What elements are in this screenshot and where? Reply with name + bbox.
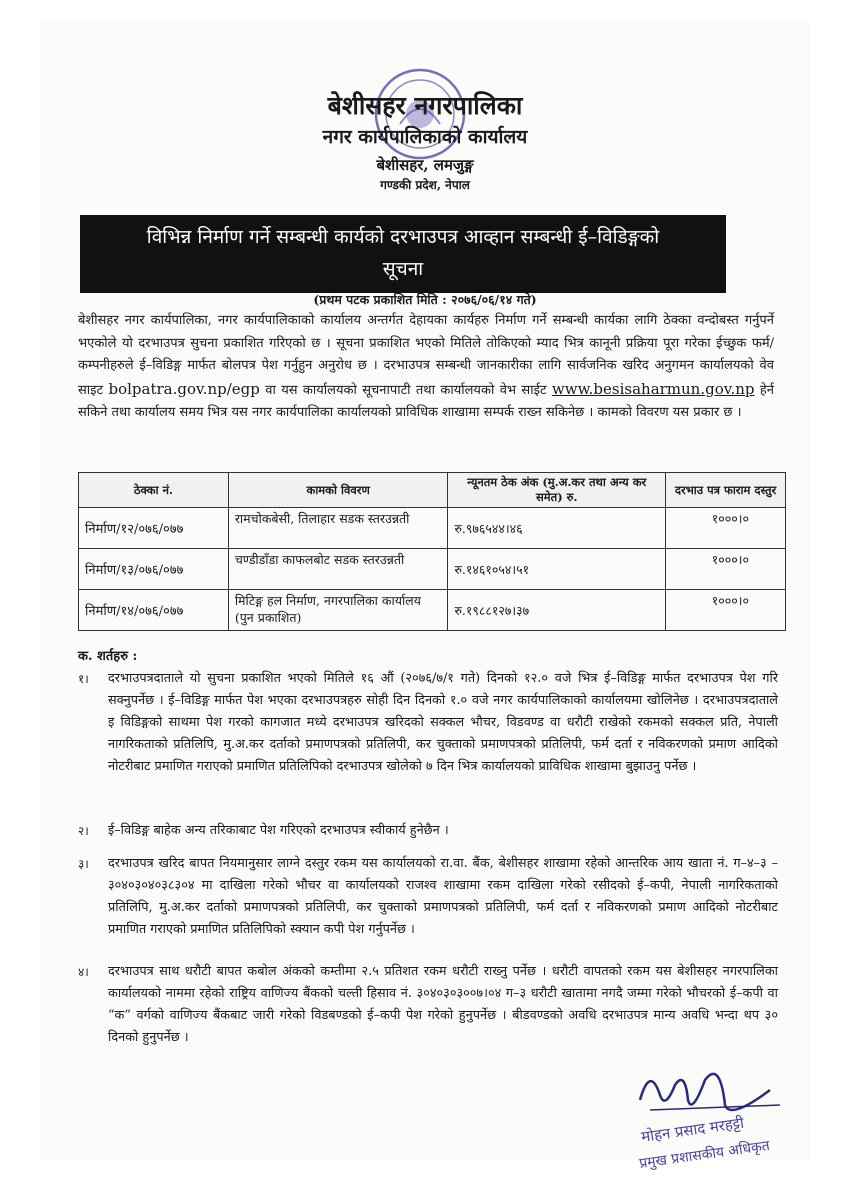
office-province: गण्डकी प्रदेश, नेपाल (380, 178, 470, 192)
condition-text: दरभाउपत्र साथ धरौटी बापत कबोल अंकको कम्तीमा २.५ प्रतिशत रकम धरौटी राख्नु पर्नेछ । धरौटी वापतको रकम यस बेशीसहर नगरपालिका कार्यालयको नाममा रहेको राष्ट्रिय वाणिज्य बैंकको चल्ती हिसाव नं. ३०४०३०३००७।०४ ग–३ धरौटी खातामा नगदै जम्मा गरेको भौचरको ई–कपी वा “क” वर्गको वाणिज्य बैंकबाट जारी गरेको विडबण्डको ई–कपी पेश गरेको हुनुपर्नेछ । बीडवण्डको अवधि दरभाउपत्र मान्य अवधि भन्दा थप ३० दिनको हुनुपर्नेछ । (108, 964, 778, 1045)
work-description: मिटिङ्ग हल निर्माण, नगरपालिका कार्यालय (पुन प्रकाशित) (228, 590, 448, 631)
table-row (79, 508, 786, 549)
condition-number: २। (78, 824, 89, 838)
intro-text-a: बेशीसहर नगर कार्यपालिका, नगर कार्यपालिकाको कार्यालय अन्तर्गत देहायका कार्यहरु निर्माण गर्ने सम्बन्धी कार्यका लागि ठेक्का वन्दोबस्त गर्नुपर्ने भएकोले यो दरभाउपत्र सुचना प्रकाशित गरिएको छ । सूचना प्रकाशित भएको मितिले तोकिएको म्याद भित्र कानूनी प्रक्रिया पूरा गरेका ईच्छुक फर्म/कम्पनीहरुले ई–विडिङ्ग मार्फत बोलपत्र पेश गर्नुहुन अनुरोध छ । दरभाउपत्र सम्बन्धी जानकारीका लागि सार्वजनिक खरिद अनुगमन कार्यालयको वेव साइट (78, 313, 774, 398)
contract-no: निर्माण/१२/०७६/०७७ (79, 508, 229, 549)
condition-text: ई–विडिङ्ग बाहेक अन्य तरिकाबाट पेश गरिएको दरभाउपत्र स्वीकार्य हुनेछैन । (108, 823, 449, 838)
contract-no: निर्माण/१४/०७६/०७७ (79, 590, 229, 631)
municipality-name: बेशीसहर नगरपालिका (327, 91, 523, 120)
header-work-description: कामको विवरण (228, 473, 448, 508)
condition-number: १। (78, 672, 89, 686)
condition-number: ३। (78, 857, 89, 871)
min-amount: रु.९७६५४४।४६ (448, 508, 666, 549)
signature-title-text: प्रमुख प्रशासकीय अधिकृत (638, 1137, 771, 1172)
condition-item (78, 853, 778, 941)
condition-number: ४। (78, 965, 89, 979)
header-form-fee: दरभाउ पत्र फाराम दस्तुर (666, 473, 786, 508)
condition-item (78, 820, 778, 842)
notice-title-line-1: विभिन्न निर्माण गर्ने सम्बन्धी कार्यको दरभाउपत्र आव्हान सम्बन्धी ई–विडिङ्गको (146, 226, 660, 248)
condition-item (78, 961, 778, 1049)
form-fee: १०००।० (666, 549, 786, 590)
intro-paragraph (78, 310, 774, 425)
table-header-row (79, 473, 786, 508)
officer-signature (630, 1060, 800, 1180)
work-description: चण्डीडाँडा काफलबोट सडक स्तरउन्नती (228, 549, 448, 590)
work-description: रामचोकबेसी, तिलाहार सडक स्तरउन्नती (228, 508, 448, 549)
conditions-heading: क. शर्तहरु : (78, 649, 138, 664)
notice-page (40, 20, 810, 1172)
letterhead (40, 90, 810, 194)
signature-name-text: मोहन प्रसाद मरहट्टी (640, 1113, 746, 1146)
office-name: नगर कार्यपालिकाको कार्यालय (322, 126, 528, 148)
municipality-website-link[interactable]: www.besisaharmun.gov.np (551, 379, 755, 398)
table-row (79, 549, 786, 590)
works-table (78, 472, 786, 631)
intro-text-c: हेर्न सकिने तथा कार्यालय समय भित्र यस नगर कार्यपालिका कार्यालयको प्राविधिक शाखामा सम्पर्क राख्न सकिनेछ । कामको विवरण यस प्रकार छ । (78, 382, 774, 420)
condition-text: दरभाउपत्र खरिद बापत नियमानुसार लाग्ने दस्तुर रकम यस कार्यालयको रा.वा. बैंक, बेशीसहर शाखामा रहेको आन्तरिक आय खाता नं. ग–४–३ – ३०४०३०४०३८३०४ मा दाखिला गरेको भौचर वा कार्यालयको राजश्व शाखामा रकम दाखिला गरेको रसीदको ई–कपी, नेपाली नागरिकताको प्रतिलिपि, मु.अ.कर दर्ताको प्रमाणपत्रको प्रतिलिपी, कर चुक्ताको प्रमाणपत्रको प्रतिलिपी, फर्म दर्ता र नविकरणको प्रमाण आदिको नोटरीबाट प्रमाणित गराएको प्रमाणित प्रतिलिपिको स्क्यान कपी पेश गर्नुपर्नेछ । (108, 856, 778, 937)
notice-title-line-2: सूचना (382, 258, 424, 280)
header-min-amount: न्यूनतम ठेक अंक (मु.अ.कर तथा अन्य कर समेत) रु. (448, 473, 666, 508)
publication-date: (प्रथम पटक प्रकाशित मिति : २०७६/०६/१४ गते) (313, 292, 537, 307)
intro-text-b: वा यस कार्यालयको सूचनापाटी तथा कार्यालयको वेभ साईट (265, 382, 547, 398)
table-row (79, 590, 786, 631)
header-contract-no: ठेक्का नं. (79, 473, 229, 508)
bolpatra-link[interactable]: bolpatra.gov.np/egp (108, 379, 260, 398)
min-amount: रु.१९८८१२७।३७ (448, 590, 666, 631)
min-amount: रु.१४६१०५४।५१ (448, 549, 666, 590)
notice-title-banner (80, 215, 726, 293)
contract-no: निर्माण/१३/०७६/०७७ (79, 549, 229, 590)
condition-text: दरभाउपत्रदाताले यो सुचना प्रकाशित भएको मितिले १६ औं (२०७६/७/१ गते) दिनको १२.० वजे भित्र ई–विडिङ्ग मार्फत दरभाउपत्र पेश गरि सक्नुपर्नेछ । ई–विडिङ्ग मार्फत पेश भएका दरभाउपत्रहरु सोही दिन दिनको १.० वजे नगर कार्यपालिकाको कार्यालयमा खोलिनेछ । दरभाउपत्रदाताले इ विडिङ्गको साथमा पेश गरको कागजात मध्ये दरभाउपत्र खरिदको सक्कल भौचर, विडवण्ड वा धरौटी राखेको रकमको सक्कल प्रति, नेपाली नागरिकताको प्रतिलिपि, मु.अ.कर दर्ताको प्रमाणपत्रको प्रतिलिपी, कर चुक्ताको प्रमाणपत्रको प्रतिलिपी, फर्म दर्ता र नविकरणको प्रमाण आदिको नोटरीबाट प्रमाणित गराएको प्रमाणित प्रतिलिपिको दरभाउपत्र खोलेको ७ दिन भित्र कार्यालयको प्राविधिक शाखामा बुझाउनु पर्नेछ । (108, 671, 778, 774)
form-fee: १०००।० (666, 590, 786, 631)
form-fee: १०००।० (666, 508, 786, 549)
condition-item (78, 668, 778, 778)
office-location: बेशीसहर, लमजुङ्ग (376, 156, 474, 174)
